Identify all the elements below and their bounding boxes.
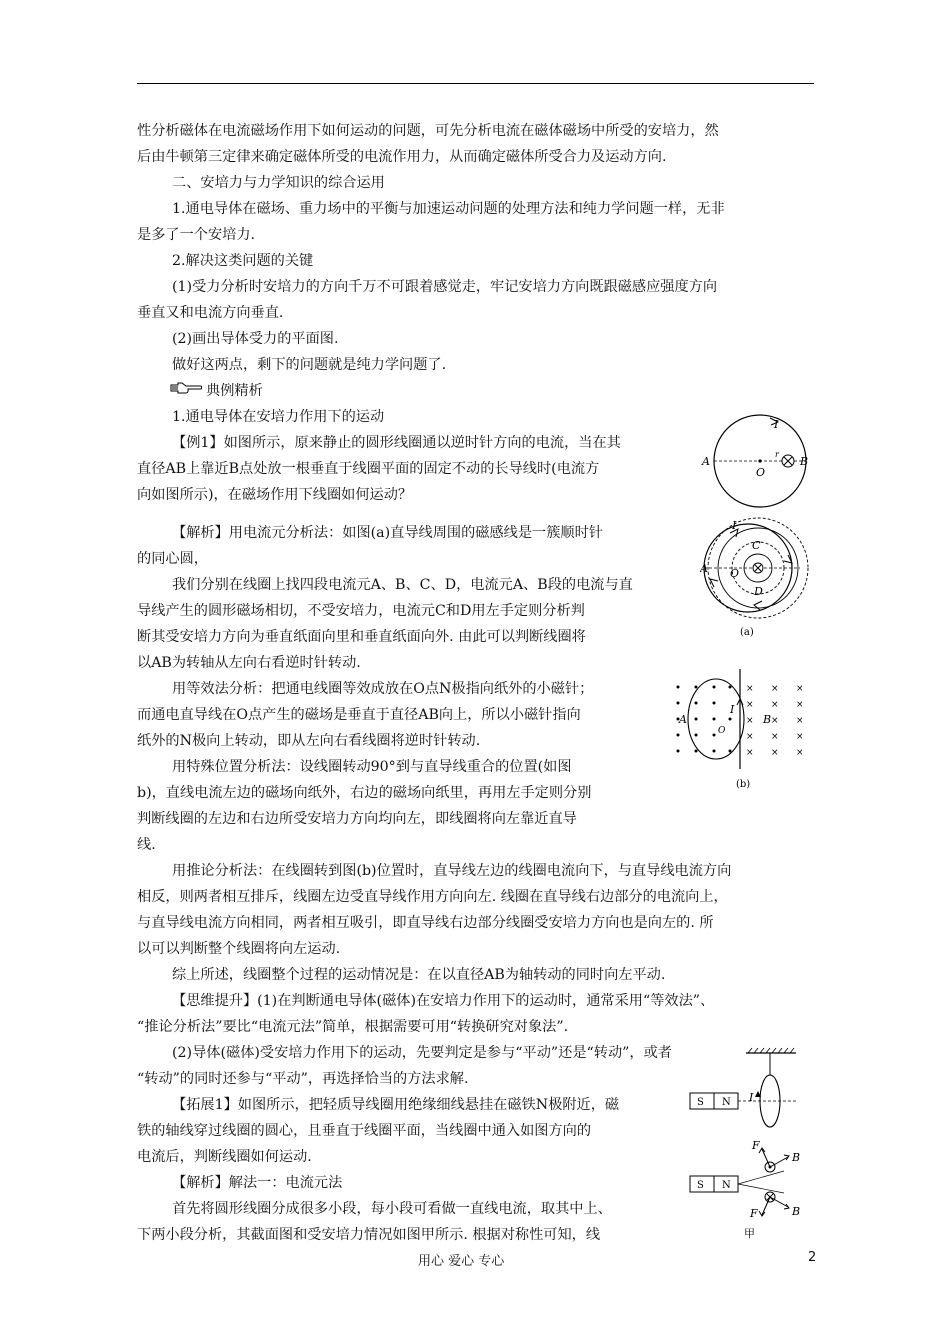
label-D: D <box>754 585 763 598</box>
label-N: N <box>722 1180 731 1191</box>
label-N: N <box>722 1097 731 1108</box>
text-line: 性分析磁体在电流磁场作用下如何运动的问题，可先分析电流在磁体磁场中所受的安培力，然 <box>137 123 719 139</box>
text-line: “推论分析法”要比“电流元法”简单，根据需要可用“转换研究对象法”. <box>137 1019 569 1035</box>
text-line: 以AB为转轴从左向右看逆时针转动. <box>137 655 361 671</box>
label-A: A <box>700 562 708 575</box>
text-line: 铁的轴线穿过线圈的圆心，且垂直于线圈平面，当线圈中通入如图方向的 <box>137 1123 592 1139</box>
label-r: r <box>775 450 779 459</box>
figure-b-rotated-coil <box>668 665 818 795</box>
figure-jia-forces <box>688 1135 813 1245</box>
example-heading-label: 典例精析 <box>206 383 263 399</box>
label-I: I <box>749 1091 754 1104</box>
text-line: b)，直线电流左边的磁场向纸外，右边的磁场向纸里，再用左手定则分别 <box>137 785 592 801</box>
figure-circle-coil <box>700 412 820 512</box>
text-line: 的同心圆， <box>137 551 208 567</box>
coil-circle <box>704 524 792 612</box>
section-heading: 二、安培力与力学知识的综合运用 <box>172 175 385 191</box>
svg-text:×: × <box>746 684 754 694</box>
text-line: 纸外的N极向上转动，即从左向右看线圈将逆时针转动. <box>137 733 481 749</box>
text-line: 相反，则两者相互排斥，线圈左边受直导线作用方向向左. 线圈在直导线右边部分的电流向上， <box>137 889 728 905</box>
label-B: B <box>800 455 809 468</box>
example-heading <box>170 378 263 404</box>
text-line: 垂直又和电流方向垂直. <box>137 305 284 321</box>
svg-text:×: × <box>771 732 779 742</box>
text-line: 2.解决这类问题的关键 <box>172 253 314 269</box>
text-line: 【解析】解法一：电流元法 <box>172 1175 343 1191</box>
text-line: 与直导线电流方向相同，两者相互吸引，即直导线右边部分线圈受安培力方向也是向左的. 所 <box>137 915 714 931</box>
label-F: F <box>750 1207 758 1220</box>
text-line: 后由牛顿第三定律来确定磁体所受的电流作用力，从而确定磁体所受合力及运动方向. <box>137 149 667 165</box>
label-A: A <box>702 455 710 468</box>
label-O: O <box>756 466 766 479</box>
label-O: O <box>718 726 726 736</box>
text-line: 1.通电导体在磁场、重力场中的平衡与加速运动问题的处理方法和纯力学问题一样，无非 <box>172 201 725 217</box>
label-I: I <box>730 703 735 716</box>
text-line: “转动”的同时还参与“平动”，再选择恰当的方法求解. <box>137 1071 469 1087</box>
figure-caption: 甲 <box>744 1227 755 1240</box>
svg-text:×: × <box>796 732 804 742</box>
figure-caption: (a) <box>740 627 754 638</box>
text-line: 以可以判断整个线圈将向左运动. <box>137 941 341 957</box>
page-number: 2 <box>808 1250 817 1265</box>
label-S: S <box>697 1097 704 1108</box>
svg-text:×: × <box>796 684 804 694</box>
svg-text:×: × <box>746 700 754 710</box>
label-I: I <box>732 519 737 532</box>
figure-a-field-lines <box>700 515 815 640</box>
text-line: 1.通电导体在安培力作用下的运动 <box>172 409 385 425</box>
text-line: 是多了一个安培力. <box>137 227 256 243</box>
center-point <box>758 459 761 462</box>
svg-text:×: × <box>796 748 804 758</box>
label-B: B <box>763 713 772 726</box>
text-line: 线. <box>137 837 156 853</box>
text-line: 而通电直导线在O点产生的磁场是垂直于直径AB向上，所以小磁针指向 <box>137 707 581 723</box>
ceiling-hatch <box>748 1048 794 1053</box>
text-line: 断其受安培力方向为垂直纸面向里和垂直纸面向外. 由此可以判断线圈将 <box>137 629 586 645</box>
text-line: (2)画出导体受力的平面图. <box>172 331 339 347</box>
text-line: (2)导体(磁体)受安培力作用下的运动，先要判定是参与“平动”还是“转动”，或者 <box>172 1045 672 1061</box>
text-line: 用特殊位置分析法：设线圈转动90°到与直导线重合的位置(如图 <box>172 759 572 775</box>
field-arrow-bottom <box>770 1197 788 1207</box>
figure-magnet-coil <box>688 1045 803 1130</box>
crosses-field-in <box>746 684 804 758</box>
label-B: B <box>792 1205 801 1218</box>
text-line: 直径AB上靠近B点处放一根垂直于线圈平面的固定不动的长导线时(电流方 <box>137 461 600 477</box>
label-O: O <box>730 567 740 580</box>
label-S: S <box>697 1180 704 1191</box>
label-I: I <box>774 418 779 431</box>
label-F: F <box>752 1139 760 1152</box>
label-B: B <box>792 1151 801 1164</box>
svg-text:×: × <box>746 748 754 758</box>
text-line: 综上所述，线圈整个过程的运动情况是：在以直径AB为轴转动的同时向左平动. <box>172 967 666 983</box>
svg-text:×: × <box>771 700 779 710</box>
arrow-icon <box>754 601 762 610</box>
text-line: 下两小段分析，其截面图和受安培力情况如图甲所示. 根据对称性可知，线 <box>137 1227 601 1243</box>
label-A: A <box>679 713 687 726</box>
pointing-hand-icon <box>170 378 204 404</box>
svg-text:×: × <box>746 716 754 726</box>
arrow-icon <box>710 579 718 587</box>
svg-text:×: × <box>796 716 804 726</box>
field-arrow-top <box>770 1157 788 1167</box>
footer-slogan: 用心 爱心 专心 <box>418 1254 505 1269</box>
field-line <box>738 1171 784 1184</box>
svg-text:×: × <box>746 732 754 742</box>
svg-text:×: × <box>771 716 779 726</box>
text-line: 【拓展1】如图所示，把轻质导线圈用绝缘细线悬挂在磁铁N极附近，磁 <box>172 1097 620 1113</box>
svg-text:×: × <box>771 748 779 758</box>
text-line: 用推论分析法：在线圈转到图(b)位置时，直导线左边的线圈电流向下，与直导线电流方向 <box>172 863 732 879</box>
text-line: (1)受力分析时安培力的方向千万不可跟着感觉走，牢记安培力方向既跟磁感应强度方向 <box>172 279 718 295</box>
text-line: 做好这两点，剩下的问题就是纯力学问题了. <box>172 357 447 373</box>
text-line: 判断线圈的左边和右边所受安培力方向均向左，即线圈将向左靠近直导 <box>137 811 577 827</box>
text-line: 导线产生的圆形磁场相切，不受安培力，电流元C和D用左手定则分析判 <box>137 603 585 619</box>
text-line: 【解析】用电流元分析法：如图(a)直导线周围的磁感线是一簇顺时针 <box>172 525 603 541</box>
header-rule <box>137 83 814 84</box>
text-line: 首先将圆形线圈分成很多小段，每小段可看做一直线电流，取其中上、 <box>172 1201 612 1217</box>
text-line: 向如图所示)，在磁场作用下线圈如何运动？ <box>137 487 413 503</box>
text-line: 【例1】如图所示，原来静止的圆形线圈通以逆时针方向的电流，当在其 <box>172 435 621 451</box>
text-line: 用等效法分析：把通电线圈等效成放在O点N极指向纸外的小磁针； <box>172 681 594 697</box>
field-line <box>738 1184 784 1193</box>
label-C: C <box>752 539 761 552</box>
figure-caption: (b) <box>736 779 751 790</box>
svg-text:×: × <box>796 700 804 710</box>
text-line: 【思维提升】(1)在判断通电导体(磁体)在安培力作用下的运动时，通常采用“等效法”、 <box>172 993 715 1009</box>
svg-text:×: × <box>771 684 779 694</box>
text-line: 我们分别在线圈上找四段电流元A、B、C、D，电流元A、B段的电流与直 <box>172 577 633 593</box>
text-line: 电流后，判断线圈如何运动. <box>137 1149 312 1165</box>
